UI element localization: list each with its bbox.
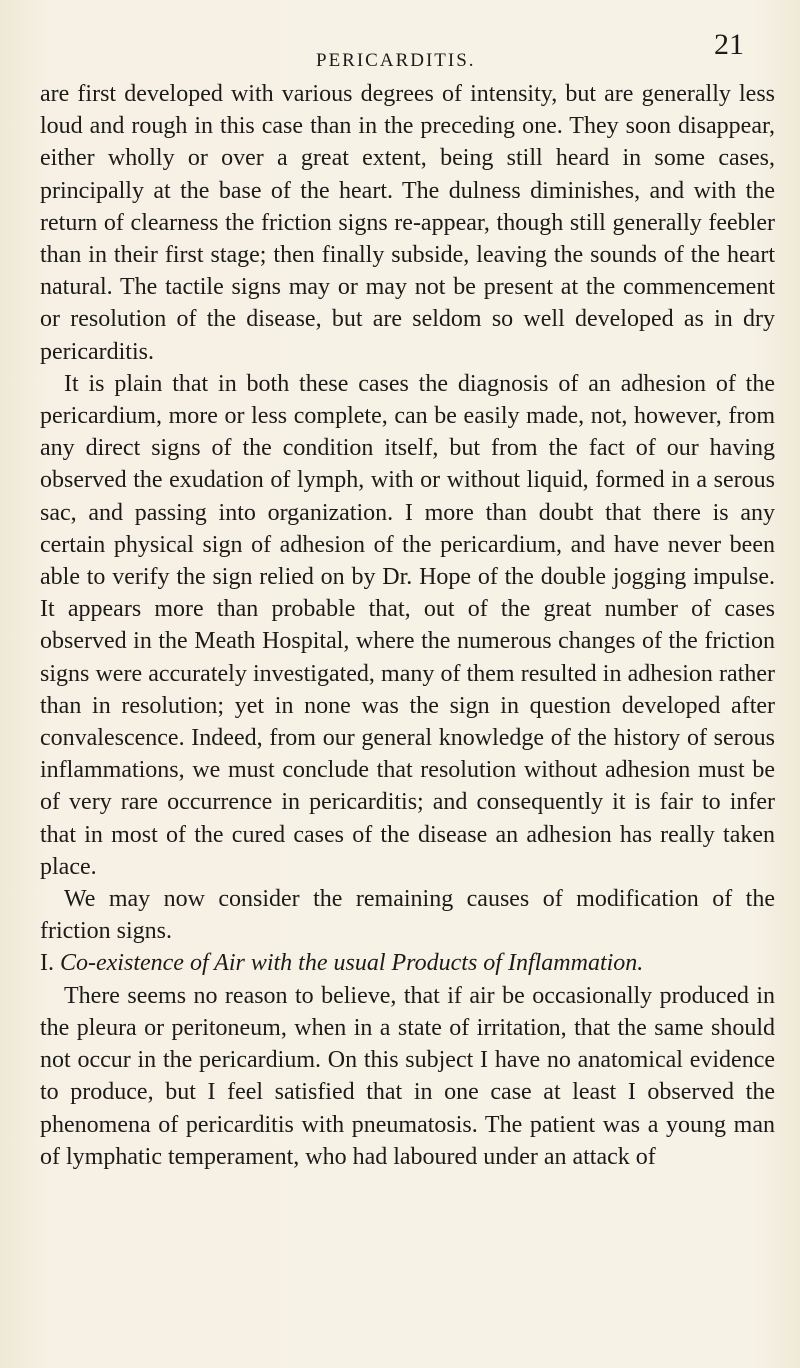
paragraph-adhesion-diagnosis: It is plain that in both these cases the diagnosis of an adhesion of the pericardium, more or less complete, can be easily made, not, however, from any direct signs of the condition itself, but from the fact of our having observed the exudation of lymph, with or without liquid, formed in a serous sac, and passing into organization. I more than doubt that there is any certain physical sign of adhesion of the pericardium, and have never been able to verify the sign relied on by Dr. Hope of the double jogging impulse. It appears more than probable that, out of the great number of cases observed in the Meath Hospital, where the numerous changes of the friction signs were accurately investigated, many of them resulted in adhesion rather than in resolution; yet in none was the sign in question developed after convalescence. Indeed, from our general knowledge of the history of serous inflammations, we must conclude that resolution without adhesion must be of very rare occurrence in pericarditis; and consequently it is fair to infer that in most of the cured cases of the disease an adhesion has really taken place. [40,370,775,880]
section-title: Co-existence of Air with the usual Products of Inflammation. [60,950,644,977]
running-head [0,16,800,71]
page-number: 21 [714,28,744,61]
section-number: I. [40,950,54,977]
body-text [40,78,775,1173]
section-heading [40,947,775,979]
paragraph-remaining-causes: We may now consider the remaining causes of modification of the friction signs. [40,886,775,945]
paragraph-continued: are first developed with various degrees of intensity, but are generally less loud and rough in this case than in the preceding one. They soon disappear, either wholly or over a great extent, being still heard in some cases, principally at the base of the heart. The dulness diminishes, and with the return of clearness the friction signs re-appear, though still generally feebler than in their first stage; then finally subside, leaving the sounds of the heart natural. The tactile signs may or may not be present at the commencement or resolution of the disease, but are seldom so well developed as in dry pericarditis. [40,81,775,365]
running-head-title: PERICARDITIS. [316,50,476,71]
paragraph-air-pericardium: There seems no reason to believe, that if air be occasionally produced in the pleura or peritoneum, when in a state of irritation, that the same should not occur in the pericardium. On this subject I have no anatomical evidence to produce, but I feel satisfied that in one case at least I observed the phenomena of pericarditis with pneumatosis. The patient was a young man of lymphatic temperament, who had laboured under an attack of [40,982,775,1170]
